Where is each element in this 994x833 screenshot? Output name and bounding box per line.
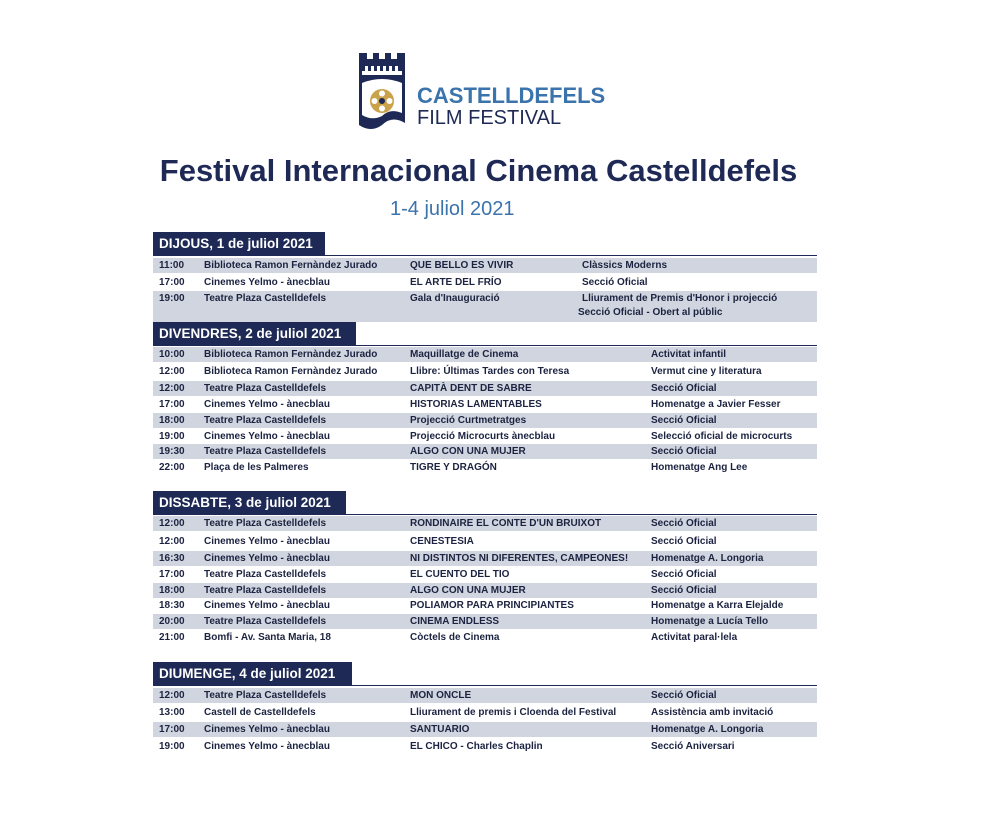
row-venue: Cinemes Yelmo - ànecblau [204, 741, 330, 752]
row-title: POLIAMOR PARA PRINCIPIANTES [410, 600, 574, 611]
row-time: 21:00 [159, 632, 185, 643]
row-title: TIGRE Y DRAGÓN [410, 462, 497, 473]
schedule-row [153, 567, 817, 582]
castle-tower-film-reel-icon [357, 53, 409, 133]
schedule-row [153, 739, 817, 754]
row-section: Lliurament de Premis d'Honor i projecció [582, 293, 778, 304]
row-venue: Plaça de les Palmeres [204, 462, 309, 473]
schedule-row [153, 551, 817, 566]
row-time: 12:00 [159, 366, 185, 377]
day-header-dissabte: DISSABTE, 3 de juliol 2021 [153, 491, 346, 514]
row-time: 17:00 [159, 724, 185, 735]
day-header-diumenge: DIUMENGE, 4 de juliol 2021 [153, 662, 352, 685]
row-title: Gala d'Inauguració [410, 293, 500, 304]
schedule-row [153, 397, 817, 412]
row-time: 13:00 [159, 707, 185, 718]
schedule-row [153, 460, 817, 475]
row-venue: Biblioteca Ramon Fernàndez Jurado [204, 260, 378, 271]
row-title: CAPITÀ DENT DE SABRE [410, 383, 532, 394]
row-section: Clàssics Moderns [582, 260, 668, 271]
schedule-row [153, 364, 817, 379]
row-venue: Cinemes Yelmo - ànecblau [204, 536, 330, 547]
row-title: ALGO CON UNA MUJER [410, 585, 526, 596]
row-time: 17:00 [159, 277, 185, 288]
row-time: 22:00 [159, 462, 185, 473]
festival-logo [357, 53, 607, 133]
row-section: Activitat infantil [651, 349, 727, 360]
row-time: 17:00 [159, 399, 185, 410]
schedule-row [153, 516, 817, 531]
row-section: Secció Oficial [582, 277, 648, 288]
row-time: 19:30 [159, 446, 185, 457]
row-venue: Cinemes Yelmo - ànecblau [204, 431, 330, 442]
row-title: Còctels de Cinema [410, 632, 500, 643]
row-section: Homenatge a Karra Elejalde [651, 600, 784, 611]
row-title: Projecció Curtmetratges [410, 415, 527, 426]
row-section: Secció Oficial [651, 569, 717, 580]
schedule-row [153, 705, 817, 720]
row-venue: Cinemes Yelmo - ànecblau [204, 399, 330, 410]
divider [153, 685, 817, 686]
row-title: MON ONCLE [410, 690, 472, 701]
row-title: EL CHICO - Charles Chaplin [410, 741, 543, 752]
row-title: SANTUARIO [410, 724, 470, 735]
row-section: Activitat paral·lela [651, 632, 738, 643]
row-title: CENESTESIA [410, 536, 474, 547]
row-time: 18:30 [159, 600, 185, 611]
schedule-row [153, 614, 817, 629]
schedule-row [153, 534, 817, 549]
logo-text-film-festival: FILM FESTIVAL [417, 107, 562, 129]
festival-dates: 1-4 juliol 2021 [390, 198, 515, 220]
row-time: 19:00 [159, 741, 185, 752]
schedule-row [153, 630, 817, 645]
row-title: ALGO CON UNA MUJER [410, 446, 526, 457]
schedule-row [153, 275, 817, 290]
row-venue: Castell de Castelldefels [204, 707, 316, 718]
row-venue: Teatre Plaza Castelldefels [204, 616, 327, 627]
row-title: HISTORIAS LAMENTABLES [410, 399, 542, 410]
row-venue: Cinemes Yelmo - ànecblau [204, 277, 330, 288]
row-time: 19:00 [159, 431, 185, 442]
row-section: Secció Oficial [651, 518, 717, 529]
row-title: NI DISTINTOS NI DIFERENTES, CAMPEONES! [410, 553, 629, 564]
schedule-row [153, 291, 817, 322]
row-section: Secció Oficial [651, 383, 717, 394]
row-venue: Biblioteca Ramon Fernàndez Jurado [204, 366, 378, 377]
row-venue: Cinemes Yelmo - ànecblau [204, 724, 330, 735]
row-time: 12:00 [159, 383, 185, 394]
row-venue: Biblioteca Ramon Fernàndez Jurado [204, 349, 378, 360]
day-header-dijous: DIJOUS, 1 de juliol 2021 [153, 232, 325, 255]
row-section: Homenatge a Javier Fesser [651, 399, 781, 410]
row-title: QUE BELLO ES VIVIR [410, 260, 514, 271]
row-section: Homenatge A. Longoria [651, 724, 764, 735]
row-title: EL ARTE DEL FRÍO [410, 277, 502, 288]
logo-text-castelldefels: CASTELLDEFELS [417, 83, 606, 108]
row-venue: Teatre Plaza Castelldefels [204, 518, 327, 529]
row-section: Secció Oficial [651, 446, 717, 457]
row-section-note: Secció Oficial - Obert al públic [578, 307, 723, 318]
row-venue: Teatre Plaza Castelldefels [204, 383, 327, 394]
row-time: 10:00 [159, 349, 185, 360]
schedule-row [153, 444, 817, 459]
row-title: RONDINAIRE EL CONTE D'UN BRUIXOT [410, 518, 602, 529]
row-time: 12:00 [159, 536, 185, 547]
row-section: Selecció oficial de microcurts [651, 431, 793, 442]
schedule-row [153, 598, 817, 613]
row-venue: Teatre Plaza Castelldefels [204, 415, 327, 426]
schedule-row [153, 429, 817, 444]
row-time: 19:00 [159, 293, 185, 304]
schedule-row [153, 381, 817, 396]
schedule-row [153, 413, 817, 428]
row-title: Projecció Microcurts ànecblau [410, 431, 556, 442]
row-section: Vermut cine y literatura [651, 366, 762, 377]
row-section: Secció Aniversari [651, 741, 735, 752]
schedule-row [153, 722, 817, 737]
schedule-row [153, 688, 817, 703]
schedule-row [153, 347, 817, 362]
row-venue: Teatre Plaza Castelldefels [204, 293, 327, 304]
schedule-row [153, 258, 817, 273]
row-venue: Teatre Plaza Castelldefels [204, 569, 327, 580]
row-time: 12:00 [159, 518, 185, 529]
row-title: Lliurament de premis i Cloenda del Festival [410, 707, 617, 718]
row-section: Homenatge A. Longoria [651, 553, 764, 564]
divider [153, 345, 817, 346]
row-title: CINEMA ENDLESS [410, 616, 500, 627]
row-title: EL CUENTO DEL TIO [410, 569, 510, 580]
row-section: Assistència amb invitació [651, 707, 774, 718]
row-time: 17:00 [159, 569, 185, 580]
row-venue: Teatre Plaza Castelldefels [204, 585, 327, 596]
row-section: Secció Oficial [651, 690, 717, 701]
row-venue: Cinemes Yelmo - ànecblau [204, 553, 330, 564]
page-title: Festival Internacional Cinema Castelldefels [159, 153, 798, 188]
row-section: Secció Oficial [651, 536, 717, 547]
row-venue: Teatre Plaza Castelldefels [204, 690, 327, 701]
row-time: 20:00 [159, 616, 185, 627]
divider [153, 514, 817, 515]
row-time: 18:00 [159, 585, 185, 596]
row-section: Secció Oficial [651, 415, 717, 426]
row-time: 11:00 [159, 260, 185, 271]
row-section: Homenatge Ang Lee [651, 462, 748, 473]
divider [153, 255, 817, 256]
row-title: Llibre: Últimas Tardes con Teresa [410, 366, 570, 377]
row-time: 12:00 [159, 690, 185, 701]
day-header-divendres: DIVENDRES, 2 de juliol 2021 [153, 322, 356, 345]
row-venue: Teatre Plaza Castelldefels [204, 446, 327, 457]
row-venue: Bomfi - Av. Santa Maria, 18 [204, 632, 331, 643]
schedule-row [153, 583, 817, 598]
row-section: Homenatge a Lucía Tello [651, 616, 769, 627]
row-title: Maquillatge de Cinema [410, 349, 519, 360]
row-time: 16:30 [159, 553, 185, 564]
row-time: 18:00 [159, 415, 185, 426]
row-section: Secció Oficial [651, 585, 717, 596]
row-venue: Cinemes Yelmo - ànecblau [204, 600, 330, 611]
